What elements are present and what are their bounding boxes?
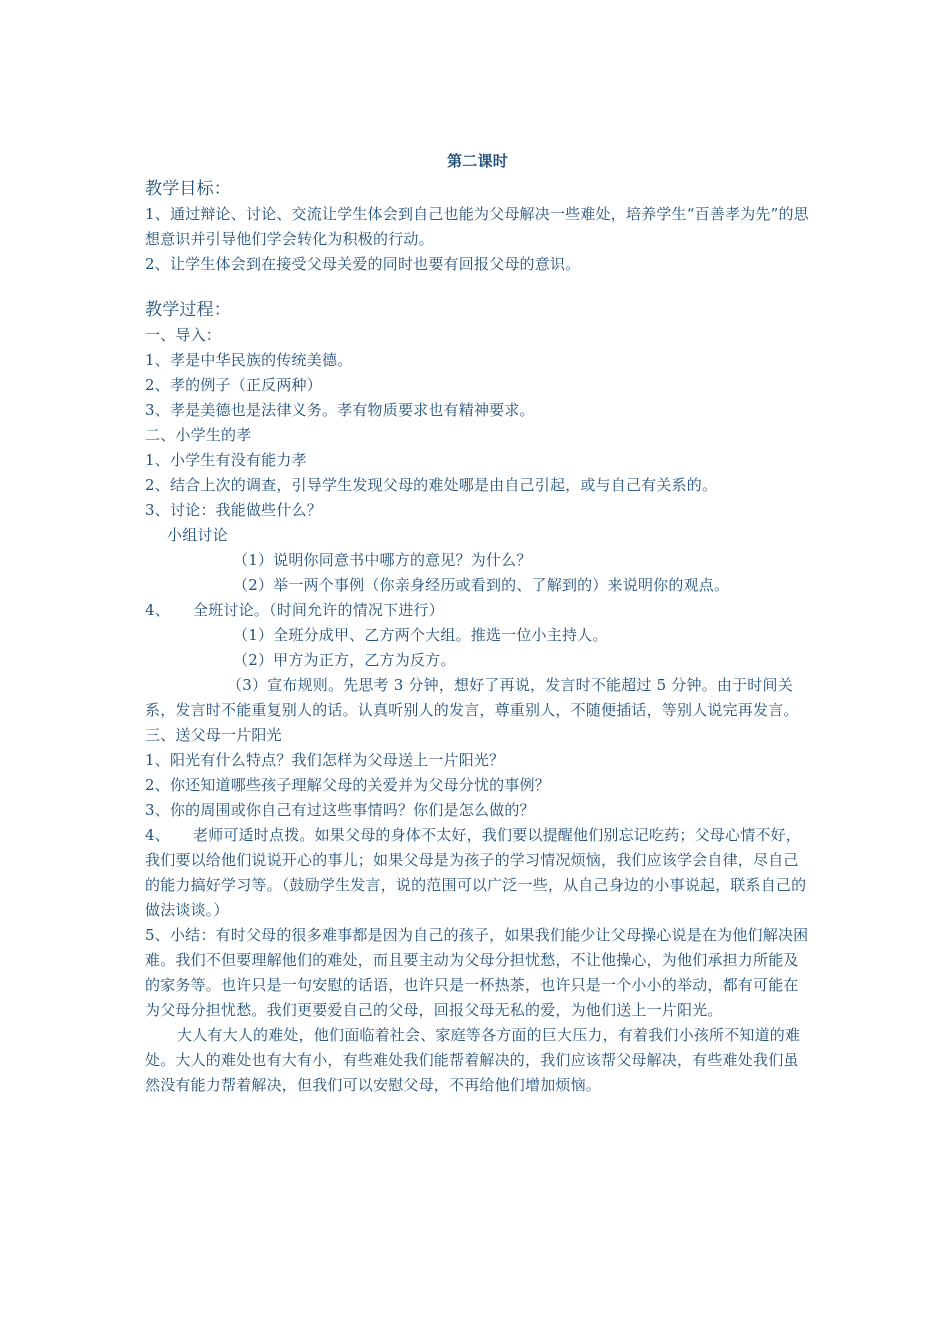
- section-title: 一、导入：: [145, 326, 222, 344]
- list-item: 1、小学生有没有能力孝: [145, 451, 307, 469]
- list-text: 全班讨论。（时间允许的情况下进行）: [193, 601, 444, 619]
- sub-item: （2）举一两个事例（你亲身经历或看到的、了解到的）来说明你的观点。: [233, 576, 730, 594]
- process-heading: 教学过程：: [145, 300, 231, 320]
- list-item: [145, 823, 810, 923]
- sub-item: （1）全班分成甲、乙方两个大组。推选一位小主持人。: [233, 626, 608, 644]
- spacer: [145, 277, 810, 297]
- document-page: [145, 150, 810, 1098]
- list-item: 2、孝的例子（正反两种）: [145, 376, 322, 394]
- list-item: [145, 598, 810, 623]
- list-item: 1、阳光有什么特点？我们怎样为父母送上一片阳光？: [145, 751, 505, 769]
- list-item: 1、孝是中华民族的传统美德。: [145, 351, 353, 369]
- list-number: 4、: [145, 826, 170, 844]
- goal-item: 1、通过辩论、讨论、交流让学生体会到自己也能为父母解决一些难处，培养学生“百善孝为先”的思想意识并引导他们学会转化为积极的行动。: [145, 205, 809, 248]
- section-title: 三、送父母一片阳光: [145, 726, 282, 744]
- list-item: 2、你还知道哪些孩子理解父母的关爱并为父母分忧的事例？: [145, 776, 550, 794]
- closing-paragraph: 大人有大人的难处，他们面临着社会、家庭等各方面的巨大压力，有着我们小孩所不知道的难处。大人的难处也有大有小，有些难处我们能帮着解决的，我们应该帮父母解决，有些难处我们虽然没有能力帮着解决，但我们可以安慰父母，不再给他们增加烦恼。: [145, 1026, 801, 1094]
- goal-item: 2、让学生体会到在接受父母关爱的同时也要有回报父母的意识。: [145, 255, 581, 273]
- list-item: 3、你的周围或你自己有过这些事情吗？你们是怎么做的？: [145, 801, 535, 819]
- list-text: 老师可适时点拨。如果父母的身体不太好，我们要以提醒他们别忘记吃药；父母心情不好，我们要以给他们说说开心的事儿；如果父母是为孩子的学习情况烦恼，我们应该学会自律，尽自己的能力搞好学习等。（鼓励学生发言，说的范围可以广泛一些，从自己身边的小事说起，联系自己的做法谈谈。）: [145, 826, 807, 919]
- sub-item: （3）宣布规则。先思考 3 分钟，想好了再说，发言时不能超过 5 分钟。由于时间关系，发言时不能重复别人的话。认真听别人的发言，尊重别人，不随便插话，等别人说完再发言。: [145, 676, 799, 719]
- list-item: 3、孝是美德也是法律义务。孝有物质要求也有精神要求。: [145, 401, 535, 419]
- list-item: 3、讨论：我能做些什么？: [145, 501, 322, 519]
- section-title: 二、小学生的孝: [145, 426, 252, 444]
- list-item: 2、结合上次的调查，引导学生发现父母的难处哪是由自己引起，或与自己有关系的。: [145, 476, 718, 494]
- sub-item: （1）说明你同意书中哪方的意见？为什么？: [233, 551, 532, 569]
- document-title: 第二课时: [447, 152, 508, 170]
- sub-heading: 小组讨论: [167, 526, 228, 544]
- goals-heading: 教学目标：: [145, 179, 231, 199]
- list-number: 4、: [145, 601, 170, 619]
- summary-item: 5、小结：有时父母的很多难事都是因为自己的孩子，如果我们能少让父母操心说是在为他们解决困难。我们不但要理解他们的难处，而且要主动为父母分担忧愁，不让他操心，为他们承担力所能及的家务等。也许只是一句安慰的话语，也许只是一杯热茶，也许只是一个小小的举动，都有可能在为父母分担忧愁。我们更要爱自己的父母，回报父母无私的爱，为他们送上一片阳光。: [145, 926, 809, 1019]
- sub-item: （2）甲方为正方，乙方为反方。: [233, 651, 456, 669]
